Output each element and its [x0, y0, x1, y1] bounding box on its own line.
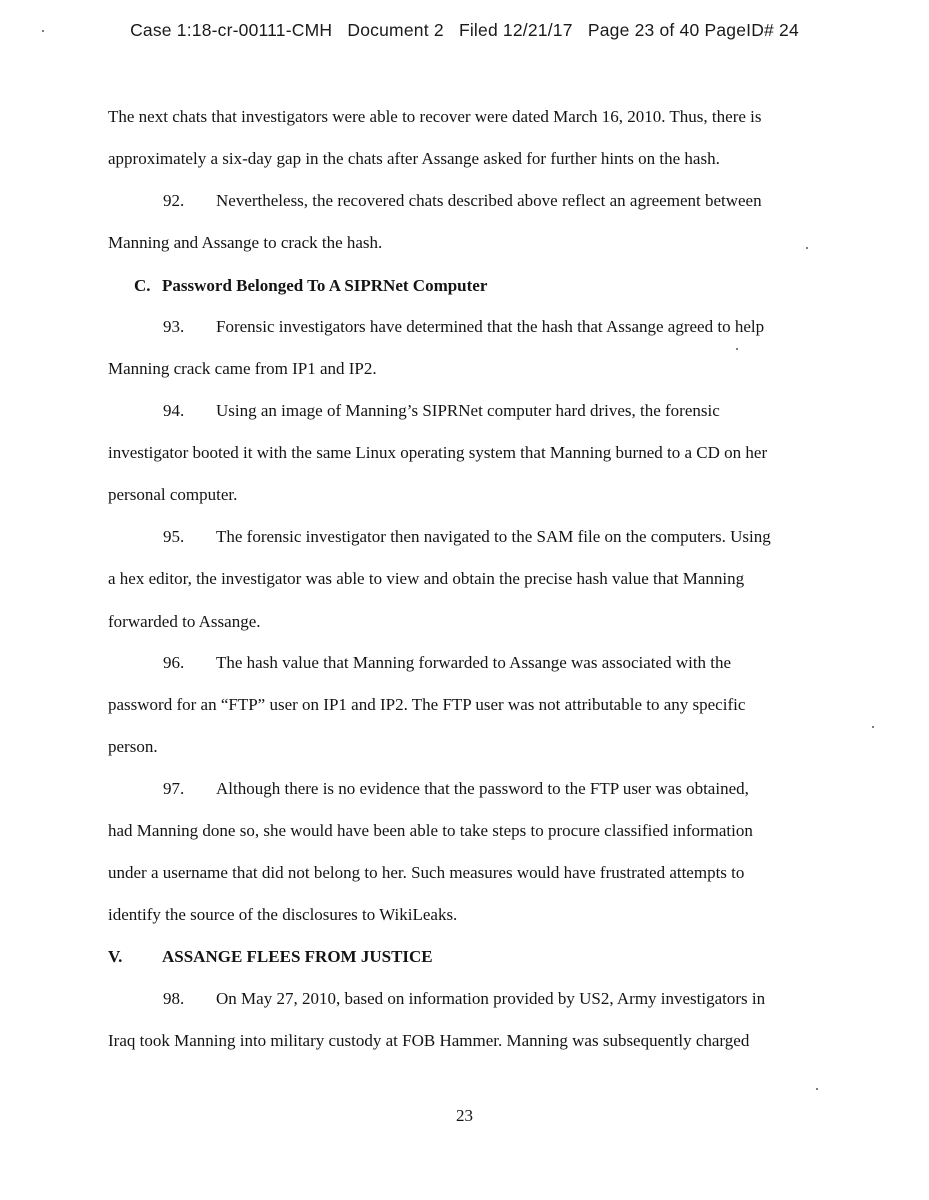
- text-line: The hash value that Manning forwarded to Assange was associated with the: [216, 653, 732, 672]
- text-line: Iraq took Manning into military custody at FOB Hammer. Manning was subsequently charged: [108, 1031, 750, 1050]
- text-line: Using an image of Manning’s SIPRNet computer hard drives, the forensic: [216, 401, 720, 420]
- text-line: approximately a six-day gap in the chats after Assange asked for further hints on the hash.: [108, 149, 720, 168]
- paragraph-number: 94.: [163, 401, 185, 420]
- text-line: a hex editor, the investigator was able to view and obtain the precise hash value that Manning: [108, 569, 745, 588]
- text-line: under a username that did not belong to her. Such measures would have frustrated attempts to: [108, 863, 745, 882]
- text-line: investigator booted it with the same Linux operating system that Manning burned to a CD on her: [108, 443, 768, 462]
- section-label: V.: [108, 947, 123, 966]
- text-line: Manning and Assange to crack the hash.: [108, 233, 383, 252]
- paragraph-number: 92.: [163, 191, 185, 210]
- paragraph-number: 98.: [163, 989, 185, 1008]
- section-heading: ASSANGE FLEES FROM JUSTICE: [162, 947, 433, 966]
- scan-speck: [872, 726, 874, 728]
- text-line: had Manning done so, she would have been able to take steps to procure classified information: [108, 821, 753, 840]
- page-number: 23: [456, 1106, 473, 1125]
- scan-speck: [736, 348, 738, 350]
- paragraph-number: 95.: [163, 527, 185, 546]
- text-line: The forensic investigator then navigated to the SAM file on the computers. Using: [216, 527, 771, 546]
- paragraph-number: 93.: [163, 317, 185, 336]
- text-line: Manning crack came from IP1 and IP2.: [108, 359, 377, 378]
- section-label: C.: [134, 276, 151, 295]
- paragraph-number: 96.: [163, 653, 185, 672]
- section-heading: Password Belonged To A SIPRNet Computer: [162, 276, 488, 295]
- text-line: personal computer.: [108, 485, 238, 504]
- scan-speck: [816, 1088, 818, 1090]
- text-line: password for an “FTP” user on IP1 and IP2. The FTP user was not attributable to any specific: [108, 695, 746, 714]
- text-line: identify the source of the disclosures to WikiLeaks.: [108, 905, 458, 924]
- text-line: Forensic investigators have determined that the hash that Assange agreed to help: [216, 317, 765, 336]
- text-line: The next chats that investigators were able to recover were dated March 16, 2010. Thus, there is: [108, 107, 762, 126]
- text-line: Nevertheless, the recovered chats described above reflect an agreement between: [216, 191, 762, 210]
- text-line: On May 27, 2010, based on information provided by US2, Army investigators in: [216, 989, 766, 1008]
- paragraph-number: 97.: [163, 779, 185, 798]
- document-header: Case 1:18-cr-00111-CMH Document 2 Filed 12/21/17 Page 23 of 40 PageID# 24: [130, 20, 799, 40]
- text-line: Although there is no evidence that the password to the FTP user was obtained,: [216, 779, 749, 798]
- scan-speck: [806, 247, 808, 249]
- text-line: forwarded to Assange.: [108, 612, 261, 631]
- scan-speck: [42, 30, 44, 32]
- text-line: person.: [108, 737, 158, 756]
